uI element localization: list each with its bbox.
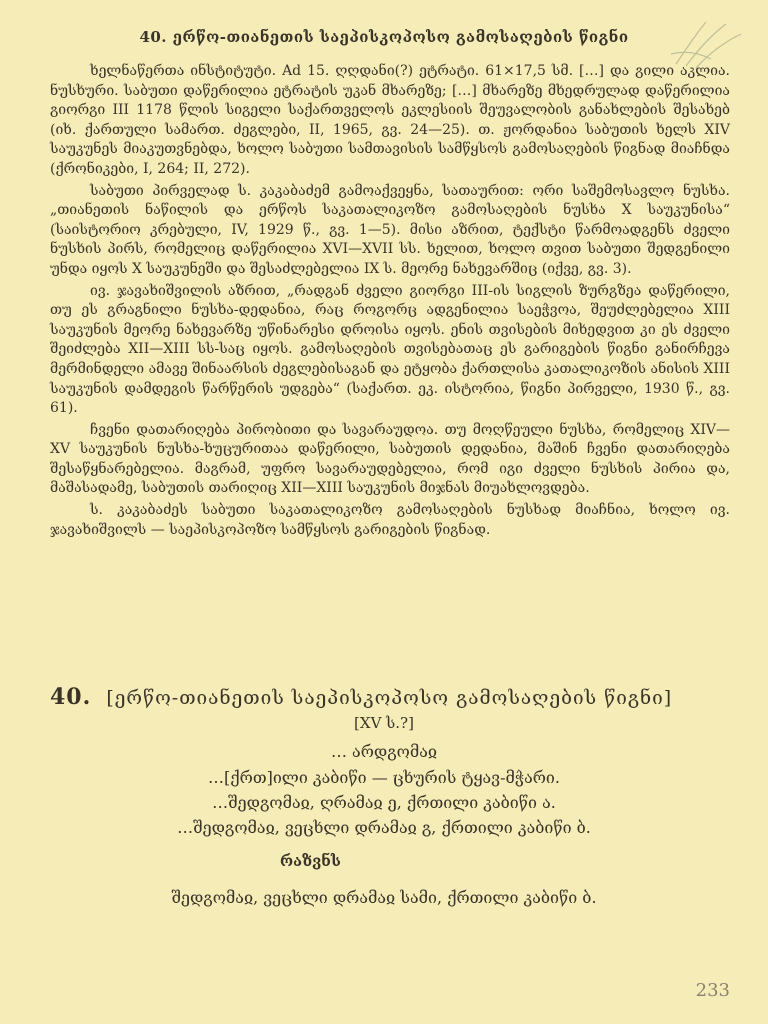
commentary-paragraph-5: ს. კაკაბაძეს საბუთი საკათალიკოზო გამოსაღების ნუსხად მიაჩნია, ხოლო ივ. ჯავახიშვილს — საეპისკოპოზო სამწყსოს გარიგების წიგნად.	[50, 502, 730, 538]
document-date: [XV ს.?]	[354, 714, 414, 732]
document-title	[50, 684, 750, 710]
commentary-paragraph-1: ხელნაწერთა ინსტიტუტი. Ad 15. ღღდანი(?) ეტრატი. 61×17,5 სმ. […] და გილი აკლია. ნუსხური. საბუთი დაწერილია ეტრატის უკან მხარეზე; […] მხარეზე მხედრულად დაწერილია გიორგი III 1178 წლის სიგელი საქართველოს ეკლესიის შეუვალობის განახლების შესახებ (იხ. ქართული სამართ. ძეგლები, II, 1965, გვ. 24—25). თ. ჟორდანია საბუთის ხელს XIV საუკუნეს მიაკუთვნებდა, ხოლო საბუთი სამთავისის სამწყსოს გამოსაღების წიგნად მიაჩნდა (ქრონიკები, I, 264; II, 272).	[50, 63, 730, 177]
running-head: 40. ერწო-თიანეთის საეპისკოპოსო გამოსაღების წიგნი	[139, 28, 629, 46]
document-number: 40.	[50, 684, 92, 710]
document-line-4: …შედგომაჲ, ვეცხლი დრამაჲ გ, ქრთილი კაბიწი ბ.	[177, 818, 591, 837]
commentary-paragraph-4: ჩვენი დათარიღება პირობითი და სავარაუდოა. თუ მოღწეული ნუსხა, რომელიც XIV—XV საუკუნის ნუსხა-ხუცურითაა დაწერილი, საბუთის დედანია, მაშინ ჩვენი დათარიღება შესაწყნარებელია. მაგრამ, უფრო სავარაუდებელია, რომ იგი ძველი ნუსხის პირია და, მაშასადამე, საბუთის თარიღიც XII—XIII საუკუნის მიჯნას მიუახლოვდება.	[50, 421, 730, 497]
document-line-3: …შედგომაჲ, ღრამაჲ ე, ქრთილი კაბიწი ა.	[212, 793, 556, 812]
document-line-2: …[ქრთ]ილი კაბიწი — ცხურის ტყავ-მჭარი.	[208, 768, 560, 787]
document-title-text: [ერწო-თიანეთის საეპისკოპოსო გამოსაღების წიგნი]	[106, 687, 673, 709]
commentary-paragraph-3: ივ. ჯავახიშვილის აზრით, „რადგან ძველი გიორგი III-ის სიგლის ზურგზეა დაწერილი, თუ ეს გრაგნილი ნუსხა-დედანია, რაც როგორც ადგენილია საეჭვოა, შეუძლებელია XIII საუკუნის მეორე ნახევარზე უწინარესი დროისა იყოს. ენის თვისების მიხედვით კი ეს ძველი შეიძლება XII—XIII სს-საც იყოს. გამოსაღების თვისებათაც ეს გარიგების წიგნი განირჩევა მერმინდელი ამავე შინაარსის ძეგლებისაგან და ეტყობა ქართლისა კათალიკოზის ანისის XIII საუკუნის დამდეგის წარწერის უდგება“ (საქართ. ეკ. ისტორია, წიგნი პირველი, 1930 წ., გვ. 61).	[50, 282, 730, 417]
section-label: რაზვნს	[280, 852, 341, 870]
commentary	[50, 62, 730, 542]
commentary-paragraph-2: საბუთი პირველად ს. კაკაბაძემ გამოაქვეყნა, სათაურით: ორი საშემოსავლო ნუსხა. „თიანეთის ნაწილის და ერწოს საკათალიკოზო გამოსაღების ნუსხა X საუკუნისა“ (საისტორიო კრებული, IV, 1929 წ., გვ. 1—5). მისი აზრით, ტექსტი წარმოადგენს ძველი ნუსხის პირს, რომელიც დაწერილია XVI—XVII სს. ხელით, ხოლო თვით საბუთი შედგენილი უნდა იყოს X საუკუნეში და შესაძლებელია IX ს. მეორე ნახევარშიც (იქვე, გვ. 3).	[50, 182, 730, 277]
page-number: 233	[695, 980, 730, 1001]
document-line-1: … არდგომაჲ	[330, 742, 438, 761]
document-final-line: შედგომაჲ, ვეცხლი დრამაჲ სამი, ქრთილი კაბიწი ბ.	[171, 888, 597, 907]
